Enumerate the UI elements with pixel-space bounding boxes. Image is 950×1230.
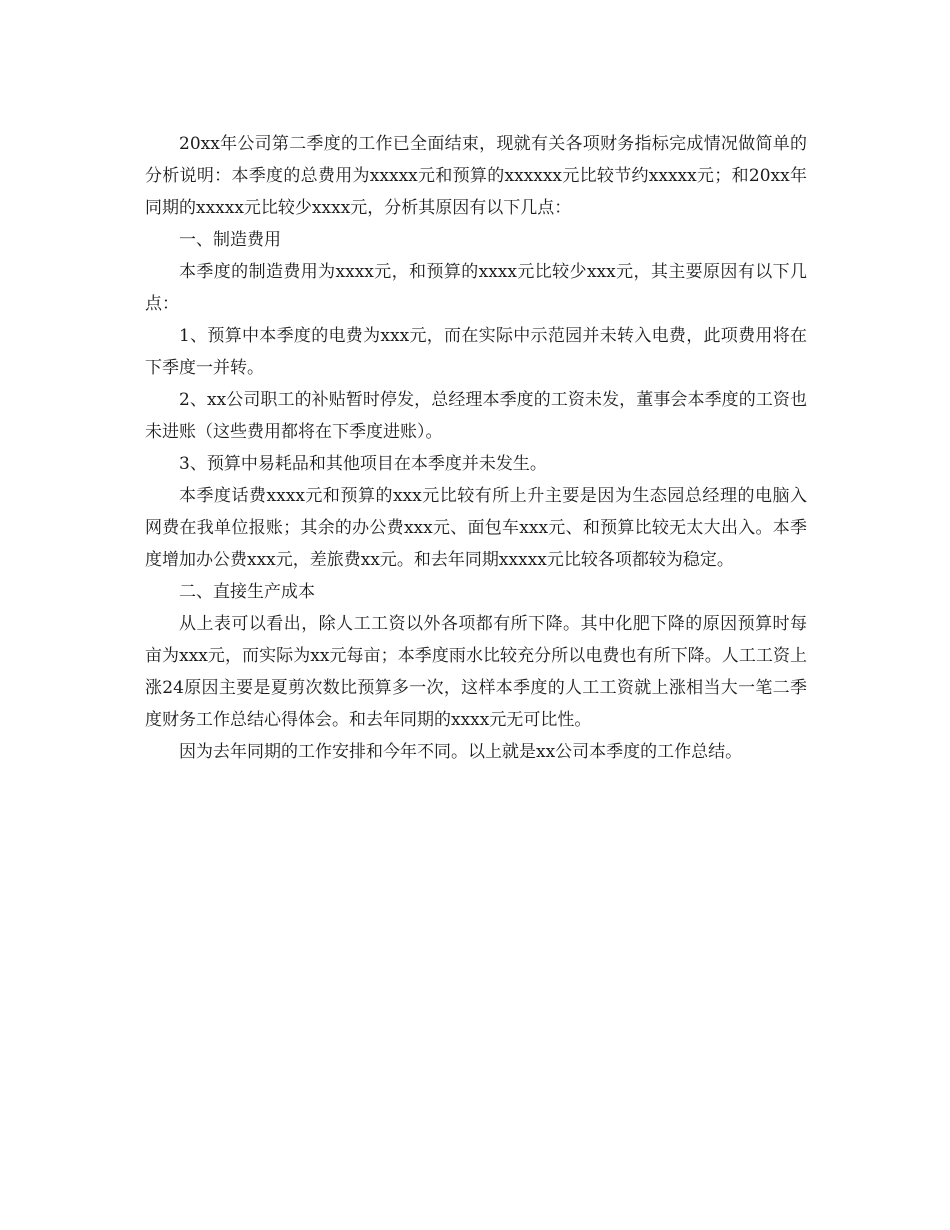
paragraph-phone-fees: 本季度话费xxxx元和预算的xxx元比较有所上升主要是因为生态园总经理的电脑入网费在我单位报账；其余的办公费xxx元、面包车xxx元、和预算比较无太大出入。本季度增加办公费xxx元，差旅费xx元。和去年同期xxxxx元比较各项都较为稳定。 bbox=[145, 486, 807, 570]
paragraph-intro: 20xx年公司第二季度的工作已全面结束，现就有关各项财务指标完成情况做简单的分析说明：本季度的总费用为xxxxx元和预算的xxxxxx元比较节约xxxxx元；和20xx年同期的xxxxx元比较少xxxx元，分析其原因有以下几点： bbox=[145, 134, 807, 218]
paragraph-point-2: 2、xx公司职工的补贴暂时停发，总经理本季度的工资未发，董事会本季度的工资也未进账（这些费用都将在下季度进账）。 bbox=[145, 390, 807, 442]
paragraph-point-1: 1、预算中本季度的电费为xxx元，而在实际中示范园并未转入电费，此项费用将在下季度一并转。 bbox=[145, 326, 807, 378]
paragraph-manufacturing-summary: 本季度的制造费用为xxxx元，和预算的xxxx元比较少xxx元，其主要原因有以下几点： bbox=[145, 262, 807, 314]
heading-manufacturing-costs: 一、制造费用 bbox=[179, 230, 281, 250]
paragraph-point-3: 3、预算中易耗品和其他项目在本季度并未发生。 bbox=[179, 454, 547, 474]
paragraph-production-analysis: 从上表可以看出，除人工工资以外各项都有所下降。其中化肥下降的原因预算时每亩为xxx元，而实际为xx元每亩；本季度雨水比较充分所以电费也有所下降。人工工资上涨24原因主要是夏剪次数比预算多一次，这样本季度的人工工资就上涨相当大一笔二季度财务工作总结心得体会。和去年同期的xxxx元无可比性。 bbox=[145, 614, 807, 730]
document-body bbox=[145, 128, 807, 768]
paragraph-conclusion: 因为去年同期的工作安排和今年不同。以上就是xx公司本季度的工作总结。 bbox=[179, 742, 743, 762]
heading-direct-production-costs: 二、直接生产成本 bbox=[179, 582, 315, 602]
